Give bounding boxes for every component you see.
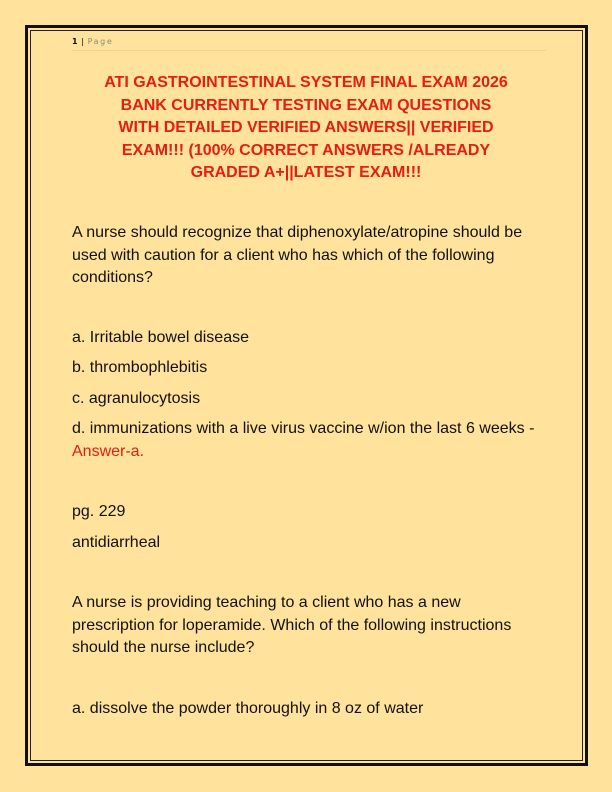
title-line: WITH DETAILED VERIFIED ANSWERS|| VERIFIED bbox=[118, 119, 494, 136]
option-d-text: d. immunizations with a live virus vaccine w/ion the last 6 weeks - bbox=[72, 420, 535, 437]
question-2-option-a: a. dissolve the powder thoroughly in 8 oz of water bbox=[72, 700, 424, 717]
page-label: Page bbox=[87, 37, 114, 46]
question-1-note-page: pg. 229 bbox=[72, 503, 126, 520]
answer-label: Answer-a. bbox=[72, 442, 145, 460]
page-number: 1 bbox=[72, 37, 78, 46]
question-1-note-category: antidiarrheal bbox=[72, 534, 161, 551]
title-line: EXAM!!! (100% CORRECT ANSWERS /ALREADY bbox=[121, 141, 491, 159]
question-1-option-b: b. thrombophlebitis bbox=[72, 359, 208, 376]
header-separator: | bbox=[81, 37, 85, 46]
question-1-option-a: a. Irritable bowel disease bbox=[72, 329, 249, 346]
document-title bbox=[62, 72, 550, 185]
question-2-stem: A nurse is providing teaching to a client who has a new prescription for loperamide. Which of the following instructions should the nurse include? bbox=[72, 594, 512, 656]
question-1-option-c: c. agranulocytosis bbox=[72, 390, 201, 407]
page-header bbox=[72, 36, 546, 51]
title-line: ATI GASTROINTESTINAL SYSTEM FINAL EXAM 2026 bbox=[104, 74, 508, 91]
title-line: GRADED A+||LATEST EXAM!!! bbox=[190, 164, 422, 181]
title-line: BANK CURRENTLY TESTING EXAM QUESTIONS bbox=[120, 96, 492, 114]
question-1-stem: A nurse should recognize that diphenoxylate/atropine should be used with caution for a client who has which of the following conditions? bbox=[72, 224, 523, 286]
question-1-option-d bbox=[72, 418, 542, 463]
